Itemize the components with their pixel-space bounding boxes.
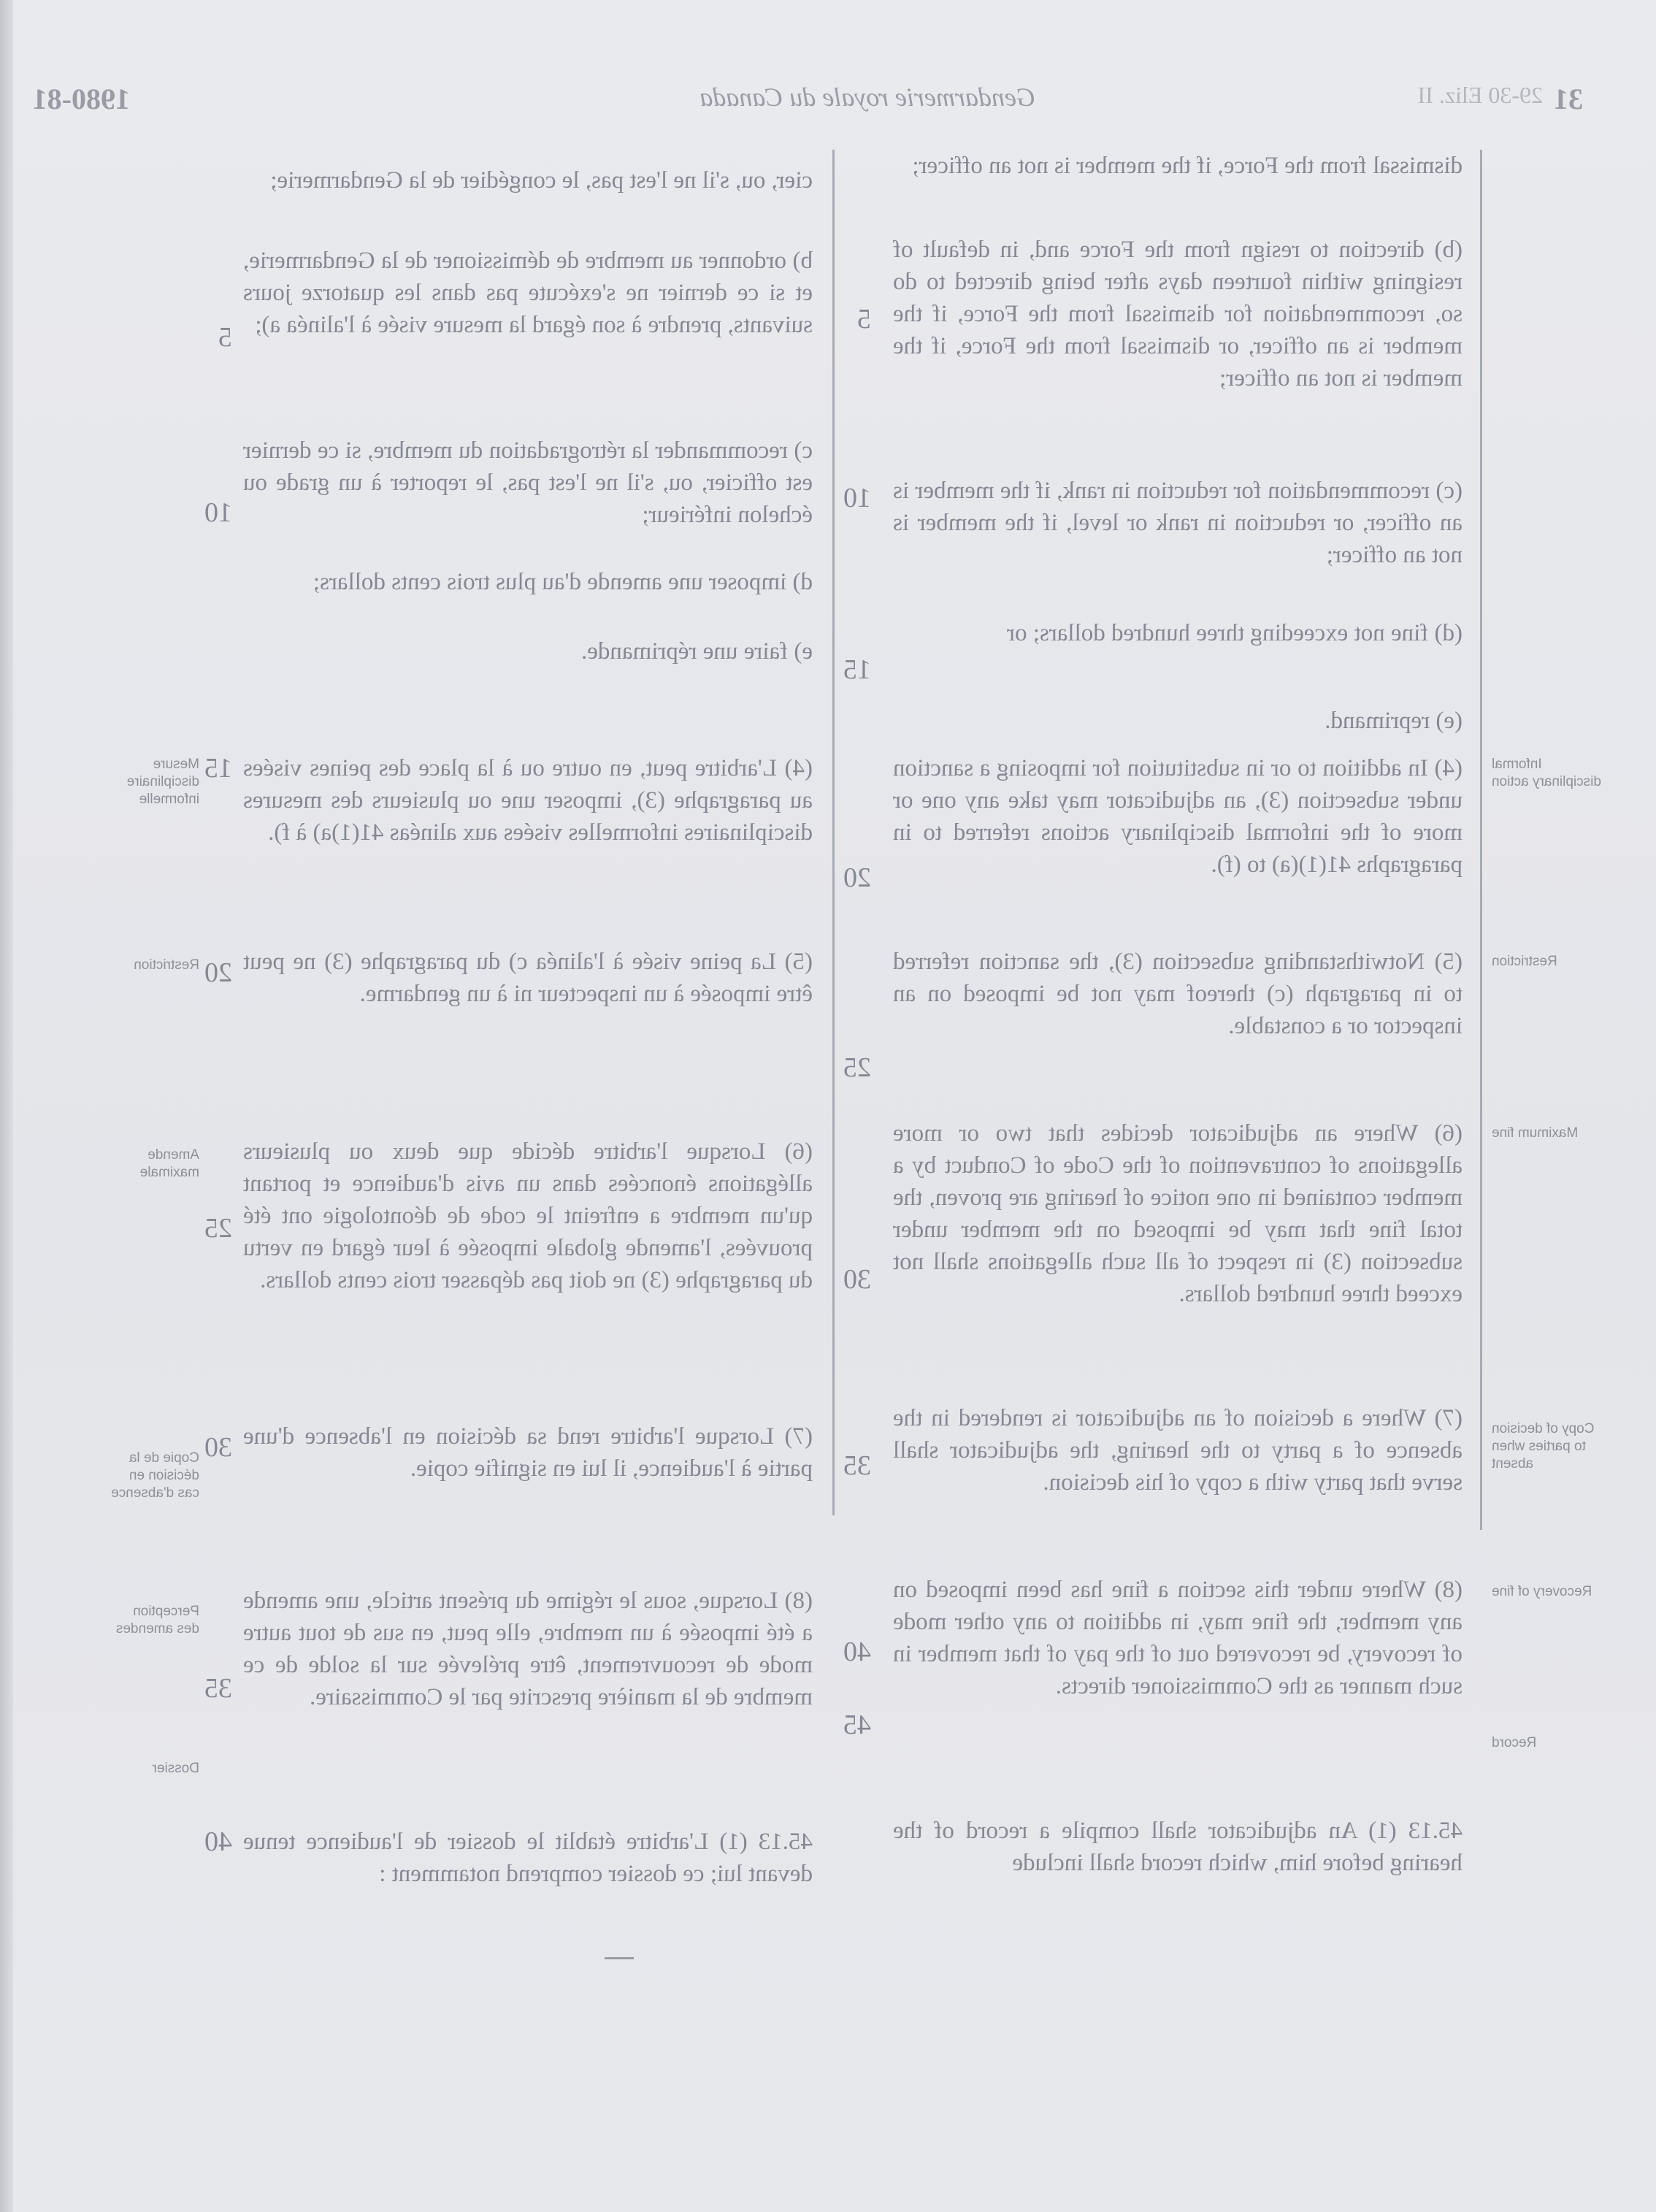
fr-para-1: b) ordonner au membre de démissioner de la Gendarmerie, et si ce dernier ne s'exécute pas dans les quatorze jours suivants, prendre à son égard la mesure visée à l'alinéa a); [243,248,813,338]
end-dash [605,1957,634,1959]
fr-note-dossier: Dossier [152,1761,199,1776]
en-note-recovery: Recovery of fine [1492,1584,1592,1599]
fr-para-5: (4) L'arbitre peut, en outre ou à la place des peines visées au paragraphe (3), imposer une ou plusieurs des mesures disciplinaires informelles visées aux alinéas 41(1)a) à f). [243,755,813,846]
column-rule [832,150,835,1515]
line-number: 20 [843,862,871,893]
line-number: 35 [843,1450,871,1481]
en-para-5: (4) In addition to or in substitution for imposing a sanction under subsection (3), an adjudicator may take any one or more of the informal disciplinary actions referred to in paragraphs 41(1)(a) to (f). [893,755,1463,878]
line-number: 30 [204,1432,232,1463]
line-number: 45 [843,1710,871,1740]
line-number: 15 [204,753,232,784]
line-number: 35 [204,1673,232,1704]
fr-para-10: 45.13 (1) L'arbitre établit le dossier de l'audience tenue devant lui; ce dossier comprend notamment : [243,1829,813,1887]
fr-note-restriction: Restriction [134,957,199,973]
fr-para-9: (8) Lorsque, sous le régime du présent article, une amende a été imposée à un membre, elle peut, en sus de tout autre mode de recouvrement, être prélevée sur la solde de ce membre de la manière prescrite par le Commissaire. [243,1588,813,1710]
line-number: 10 [843,483,871,513]
line-number: 10 [204,497,232,528]
chapter-label: 29-30 Eliz. II [1417,82,1543,108]
en-para-7: (6) Where an adjudicator decides that two or more allegations of contravention of the Code of Conduct by a member contained in one notice of hearing are proven, the total fine that may be imposed on the member under subsection (3) in respect of all such allegations shall not exceed three hundred dollars. [893,1120,1463,1307]
en-note-record: Record [1492,1735,1537,1750]
en-para-3: (d) fine not exceeding three hundred dollars; or [1006,620,1463,646]
fr-para-4: e) faire une réprimande. [581,638,813,665]
fr-para-2: c) recommander la rétrogradation du membre, si ce dernier est officier, ou, s'il ne l'est pas, le reporter à un grade ou échelon inférieur; [243,437,813,528]
line-number: 5 [857,304,871,334]
fr-para-0: cier, ou, s'il ne l'est pas, le congédier de la Gendarmerie; [270,167,813,194]
fr-para-7: (6) Lorsque l'arbitre décide que deux ou plusieurs allégations énoncées dans un avis d'audience et portant qu'un membre a enfreint le code de déontologie ont été prouvées, l'amende globale imposée à leur égard en vertu du paragraphe (3) ne doit pas dépasser trois cents dollars. [243,1138,813,1293]
en-note-maximum-fine: Maximum fine [1492,1125,1579,1141]
line-number: 20 [204,957,232,988]
fr-note-copie: Copie de la décision en cas d'absence [111,1450,199,1501]
fr-note-amende: Amende maximale [139,1147,199,1180]
en-note-informal: Informal disciplinary action [1492,757,1601,789]
line-number: 5 [218,322,232,353]
year-label: 1980-81 [32,83,130,115]
en-para-0: dismissal from the Force, if the member is not an officer; [912,153,1463,179]
line-number: 25 [204,1213,232,1244]
en-para-2: (c) recommendation for reduction in rank, if the member is an officer, or reduction in rank or level, if the member is not an officer; [893,478,1463,568]
en-para-1: (b) direction to resign from the Force and, in default of resigning within fourteen days after being directed to do so, recommendation for dismissal from the Force, if the member is an officer, or dismissal from the Force, if the member is not an officer; [893,237,1463,391]
fr-note-mesure: Mesure disciplinaire informelle [126,757,199,807]
line-number: 25 [843,1052,871,1083]
en-para-9: (8) Where under this section a fine has been imposed on any member, the fine may, in addition to any other mode of recovery, be recovered out of the pay of that member in such manner as the Commissioner directs. [893,1577,1463,1699]
fr-para-8: (7) Lorsque l'arbitre rend sa décision en l'absence d'une partie à l'audience, il lui en signifie copie. [243,1423,813,1482]
en-note-restriction: Restriction [1492,954,1557,969]
en-para-4: (e) reprimand. [1325,708,1463,734]
en-note-copy-of-decision: Copy of decision to parties when absent [1492,1421,1595,1472]
en-para-8: (7) Where a decision of an adjudicator is rendered in the absence of a party to the hearing, the adjudicator shall serve that party with a copy of his decision. [893,1405,1463,1496]
fr-note-perception: Perception des amendes [115,1604,199,1637]
margin-rule-left [1480,150,1482,1530]
fr-para-6: (5) La peine visée à l'alinéa c) du paragraphe (3) ne peut être imposée à un inspecteur ni à un gendarme. [243,949,813,1007]
line-number: 40 [204,1826,232,1857]
page-number: 31 [1554,83,1583,115]
fr-para-3: d) imposer une amende d'au plus trois cents dollars; [313,569,813,595]
en-para-6: (5) Notwithstanding subsection (3), the sanction referred to in paragraph (c) thereof may not be imposed on an inspector or a constable. [893,949,1463,1039]
running-title: Gendarmerie royale du Canada [699,83,1035,112]
en-para-10: 45.13 (1) An adjudicator shall compile a record of the hearing before him, which record shall include [893,1818,1463,1876]
line-number: 15 [843,654,871,685]
line-number: 40 [843,1637,871,1667]
line-number: 30 [843,1264,871,1295]
